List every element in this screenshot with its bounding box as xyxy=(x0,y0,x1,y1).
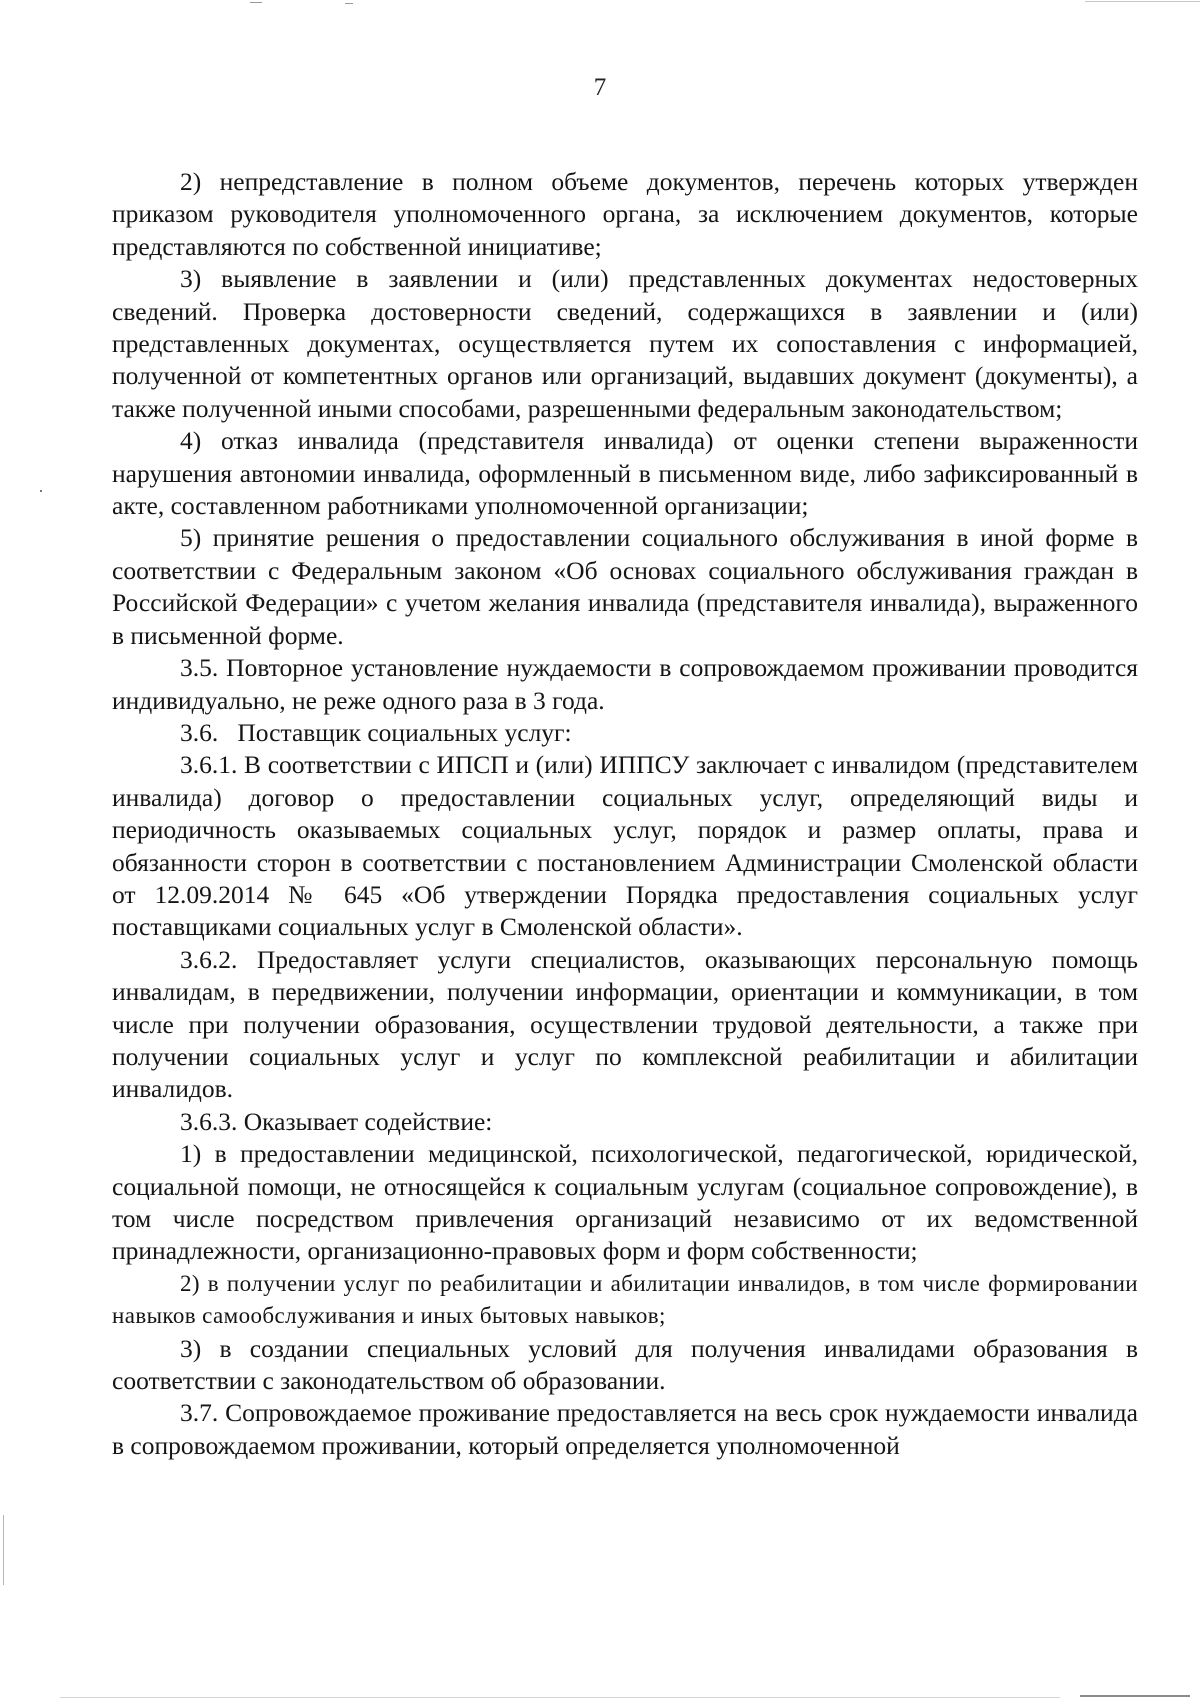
scan-artifact-top xyxy=(345,3,353,4)
paragraph-item-5: 5) принятие решения о предоставлении социального обслуживания в иной форме в соответствии с Федеральным законом «Об основах социального обслуживания граждан в Российской Федерации» с учетом желания инвалида (представителя инвалида), выраженного в письменной форме. xyxy=(112,523,1138,650)
paragraph-assist-item-2: 2) в получении услуг по реабилитации и абилитации инвалидов, в том числе формировании навыков самообслуживания и иных бытовых навыков; xyxy=(112,1270,1138,1329)
paragraph-section-3-5: 3.5. Повторное установление нуждаемости в сопровождаемом проживании проводится индивидуально, не реже одного раза в 3 года. xyxy=(112,653,1138,715)
paragraph-section-3-6-1: 3.6.1. В соответствии с ИПСП и (или) ИППСУ заключает с инвалидом (представителем инвалида) договор о предоставлении социальных услуг, определяющий виды и периодичность оказываемых социальных услуг, порядок и размер оплаты, права и обязанности сторон в соответствии с постановлением Администрации Смоленской области от 12.09.2014 № 645 «Об утверждении Порядка предоставления социальных услуг поставщиками социальных услуг в Смоленской области». xyxy=(112,750,1138,942)
paragraph-item-3: 3) выявление в заявлении и (или) представленных документах недостоверных сведений. Проверка достоверности сведений, содержащихся в заявлении и (или) представленных документах, осуществляется путем их сопоставления с информацией, полученной от компетентных органов или организаций, выдавших документ (документы), а также полученной иными способами, разрешенными федеральным законодательством; xyxy=(112,264,1138,423)
paragraph-section-3-6-2: 3.6.2. Предоставляет услуги специалистов, оказывающих персональную помощь инвалидам, в передвижении, получении информации, ориентации и коммуникации, в том числе при получении образования, осуществлении трудовой деятельности, а также при получении социальных услуг и услуг по комплексной реабилитации и абилитации инвалидов. xyxy=(112,944,1138,1104)
document-body xyxy=(112,166,1138,1462)
scan-artifact-bottom xyxy=(1080,1695,1190,1697)
paragraph-item-4: 4) отказ инвалида (представителя инвалида) от оценки степени выраженности нарушения автономии инвалида, оформленный в письменном виде, либо зафиксированный в акте, составленном работниками уполномоченной организации; xyxy=(112,426,1138,521)
paragraph-item-2: 2) непредставление в полном объеме документов, перечень которых утвержден приказом руководителя уполномоченного органа, за исключением документов, которые представляются по собственной инициативе; xyxy=(112,167,1138,261)
scan-artifact-dot xyxy=(40,490,42,492)
paragraph-section-3-7: 3.7. Сопровождаемое проживание предоставляется на весь срок нуждаемости инвалида в сопровождаемом проживании, который определяется уполномоченной xyxy=(112,1398,1138,1460)
scan-artifact-bottom xyxy=(60,1697,1060,1698)
paragraph-section-3-6: 3.6. Поставщик социальных услуг: xyxy=(180,717,572,747)
scan-artifact-top xyxy=(250,2,262,3)
scan-artifact-edge xyxy=(3,1515,4,1585)
paragraph-section-3-6-3: 3.6.3. Оказывает содействие: xyxy=(180,1106,493,1136)
page-number: 7 xyxy=(593,74,607,101)
paragraph-assist-item-3: 3) в создании специальных условий для получения инвалидами образования в соответствии с законодательством об образовании. xyxy=(112,1333,1138,1396)
paragraph-assist-item-1: 1) в предоставлении медицинской, психологической, педагогической, юридической, социальной помощи, не относящейся к социальным услугам (социальное сопровождение), в том числе посредством привлечения организаций независимо от их ведомственной принадлежности, организационно-правовых форм и форм собственности; xyxy=(112,1139,1138,1266)
scan-artifact-top xyxy=(1085,1,1200,2)
